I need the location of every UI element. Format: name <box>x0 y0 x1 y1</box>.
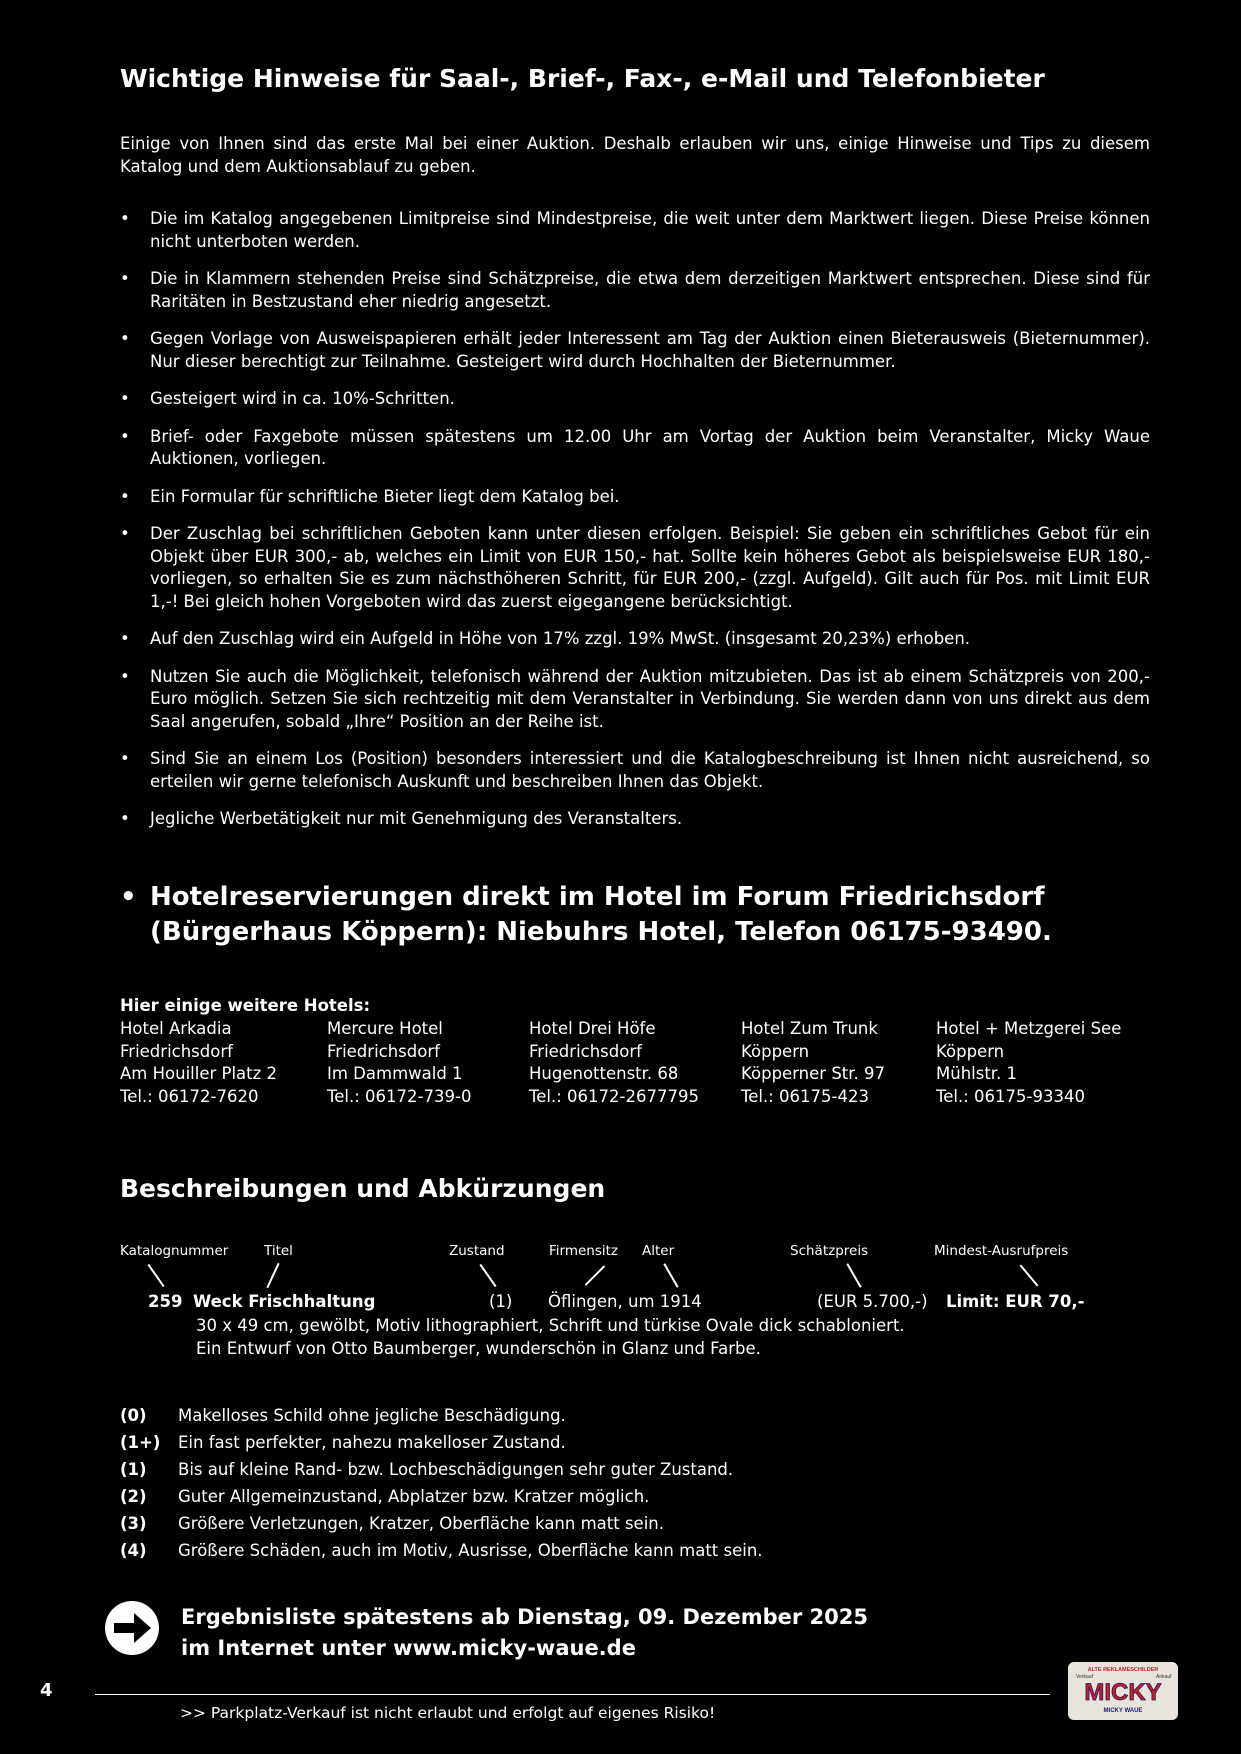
list-item: • Gegen Vorlage von Ausweispapieren erhält jeder Interessent am Tag der Auktion einen Bieterausweis (Bieternummer). Nur dieser berechtigt zur Teilnahme. Gesteigert wird durch Hochhalten der Bieternummer. <box>120 328 1150 373</box>
label-zustand: Zustand <box>449 1243 505 1259</box>
hotel-name: Mercure Hotel <box>327 1019 443 1038</box>
results-notice <box>181 1602 868 1664</box>
abbreviations-heading: Beschreibungen und Abkürzungen <box>120 1174 606 1203</box>
hotel-city: Köppern <box>741 1041 810 1061</box>
hotel-phone: Tel.: 06172-2677795 <box>529 1086 699 1106</box>
svg-text:MICKY WAUE: MICKY WAUE <box>1103 1708 1143 1714</box>
results-line2: im Internet unter www.micky-waue.de <box>181 1636 636 1660</box>
pointer-line <box>846 1263 861 1287</box>
pointer-line <box>663 1263 678 1287</box>
hotel-address: Am Houiller Platz 2 <box>120 1064 278 1083</box>
condition-text: Bis auf kleine Rand- bzw. Lochbeschädigungen sehr guter Zustand. <box>178 1460 734 1479</box>
pointer-line <box>585 1265 606 1286</box>
hotel-name: Hotel + Metzgerei See <box>936 1019 1122 1038</box>
svg-text:MICKY: MICKY <box>1084 1679 1162 1706</box>
list-item: • Die in Klammern stehenden Preise sind Schätzpreise, die etwa dem derzeitigen Marktwert entsprechen. Diese sind für Raritäten in Bestzustand eher niedrig angesetzt. <box>120 268 1150 313</box>
label-alter: Alter <box>642 1243 675 1259</box>
list-item: • Brief- oder Faxgebote müssen spätestens um 12.00 Uhr am Vortag der Auktion beim Veranstalter, Micky Waue Auktionen, vorliegen. <box>120 426 1150 471</box>
list-item: • Auf den Zuschlag wird ein Aufgeld in Höhe von 17% zzgl. 19% MwSt. (insgesamt 20,23%) erhoben. <box>120 628 1150 651</box>
list-item: • Sind Sie an einem Los (Position) besonders interessiert und die Katalogbeschreibung ist Ihnen nicht ausreichend, so erteilen wir gerne telefonisch Auskunft und beschreiben Ihnen das Objekt. <box>120 748 1150 793</box>
example-estimate: (EUR 5.700,-) <box>817 1292 928 1311</box>
hotel-phone: Tel.: 06172-7620 <box>120 1086 259 1106</box>
list-item: • Jegliche Werbetätigkeit nur mit Genehmigung des Veranstalters. <box>120 808 1150 831</box>
pointer-line <box>147 1264 164 1287</box>
hotel-entry <box>741 1018 885 1108</box>
page-number: 4 <box>40 1680 53 1701</box>
hotel-entry <box>327 1018 471 1108</box>
hotel-reservation-note <box>120 880 1052 950</box>
condition-code: (4) <box>120 1541 147 1560</box>
label-mindest-ausrufpreis: Mindest-Ausrufpreis <box>934 1243 1069 1259</box>
condition-text: Größere Schäden, auch im Motiv, Ausrisse, Oberfläche kann matt sein. <box>178 1541 763 1560</box>
list-item: • Nutzen Sie auch die Möglichkeit, telefonisch während der Auktion mitzubieten. Das ist ab einem Schätzpreis von 200,- Euro möglich. Setzen Sie sich rechtzeitig mit dem Veranstalter in Verbindung. Sie werden dann von uns direkt aus dem Saal angerufen, sobald „Ihre“ Position an der Reihe ist. <box>120 666 1150 734</box>
condition-row <box>120 1514 664 1533</box>
intro-text: Einige von Ihnen sind das erste Mal bei einer Auktion. Deshalb erlauben wir uns, einige Hinweise und Tips zu diesem Katalog und dem Auktionsablauf zu geben. <box>120 134 1150 176</box>
page-title: Wichtige Hinweise für Saal-, Brief-, Fax-, e-Mail und Telefonbieter <box>120 64 1045 93</box>
svg-text:Ankauf: Ankauf <box>1156 1674 1172 1680</box>
condition-code: (2) <box>120 1487 147 1506</box>
condition-text: Ein fast perfekter, nahezu makelloser Zustand. <box>178 1433 566 1452</box>
results-line1: Ergebnisliste spätestens ab Dienstag, 09. Dezember 2025 <box>181 1605 868 1629</box>
condition-code: (3) <box>120 1514 147 1533</box>
hotel-city: Friedrichsdorf <box>120 1041 233 1061</box>
example-number: 259 <box>148 1292 183 1311</box>
hotel-address: Mühlstr. 1 <box>936 1064 1018 1083</box>
condition-row <box>120 1541 763 1560</box>
label-firmensitz: Firmensitz <box>549 1243 619 1259</box>
example-condition: (1) <box>489 1292 513 1311</box>
hotel-entry <box>529 1018 699 1108</box>
hotel-phone: Tel.: 06175-93340 <box>936 1086 1085 1106</box>
condition-row <box>120 1460 733 1479</box>
example-place: Öflingen, um 1914 <box>548 1292 702 1311</box>
hotels-heading: Hier einige weitere Hotels: <box>120 996 371 1015</box>
hotel-city: Friedrichsdorf <box>327 1041 440 1061</box>
hotel-address: Köpperner Str. 97 <box>741 1064 886 1083</box>
hotel-phone: Tel.: 06172-739-0 <box>327 1086 472 1106</box>
condition-row <box>120 1487 649 1506</box>
parking-notice: >> Parkplatz-Verkauf ist nicht erlaubt und erfolgt auf eigenes Risiko! <box>180 1704 716 1722</box>
label-katalognummer: Katalognummer <box>120 1243 229 1259</box>
hotel-entry <box>936 1018 1121 1108</box>
notes-list <box>120 208 1150 846</box>
hotel-city: Köppern <box>936 1041 1005 1061</box>
list-item: • Gesteigert wird in ca. 10%-Schritten. <box>120 388 1150 411</box>
condition-text: Makelloses Schild ohne jegliche Beschädigung. <box>178 1406 566 1425</box>
label-schaetzpreis: Schätzpreis <box>790 1243 869 1259</box>
hotel-phone: Tel.: 06175-423 <box>741 1086 869 1106</box>
condition-code: (1+) <box>120 1433 161 1452</box>
svg-text:ALTE REKLAMESCHILDER: ALTE REKLAMESCHILDER <box>1087 1667 1159 1673</box>
pointer-line <box>266 1263 279 1288</box>
example-limit: Limit: EUR 70,- <box>946 1292 1085 1311</box>
svg-text:Verkauf: Verkauf <box>1076 1674 1093 1680</box>
condition-row <box>120 1406 566 1425</box>
hotel-entry <box>120 1018 277 1108</box>
micky-logo <box>1068 1662 1178 1720</box>
hotel-reservation-line2: (Bürgerhaus Köppern): Niebuhrs Hotel, Telefon 06175-93490. <box>150 917 1052 947</box>
condition-row <box>120 1433 566 1452</box>
list-item: • Der Zuschlag bei schriftlichen Geboten kann unter diesen erfolgen. Beispiel: Sie geben ein schriftliches Gebot für ein Objekt über EUR 300,- ab, welches ein Limit von EUR 150,- hat. Sollte kein höheres Gebot als beispielsweise EUR 180,- vorliegen, so erhalten Sie es zum nächsthöheren Schritt, für EUR 200,- (zzgl. Aufgeld). Gilt auch für Pos. mit Limit EUR 1,-! Bei gleich hohen Vorgeboten wird das zuerst eigegangene berücksichtigt. <box>120 523 1150 613</box>
pointer-line <box>1020 1265 1039 1287</box>
arrow-right-icon <box>104 1600 160 1656</box>
condition-code: (0) <box>120 1406 147 1425</box>
footer-divider <box>95 1694 1050 1695</box>
hotel-name: Hotel Zum Trunk <box>741 1019 878 1038</box>
example-description: 30 x 49 cm, gewölbt, Motiv lithographiert, Schrift und türkise Ovale dick schabloniert. Ein Entwurf von Otto Baumberger, wunderschön in Glanz und Farbe. <box>196 1316 905 1358</box>
hotel-name: Hotel Drei Höfe <box>529 1019 656 1038</box>
pointer-line <box>479 1264 496 1287</box>
condition-text: Größere Verletzungen, Kratzer, Oberfläche kann matt sein. <box>178 1514 664 1533</box>
label-titel: Titel <box>264 1243 293 1259</box>
hotel-reservation-line1: • Hotelreservierungen direkt im Hotel im Forum Friedrichsdorf <box>150 882 1045 912</box>
hotel-name: Hotel Arkadia <box>120 1019 232 1038</box>
hotel-address: Im Dammwald 1 <box>327 1064 463 1083</box>
example-title: Weck Frischhaltung <box>193 1292 376 1311</box>
hotel-address: Hugenottenstr. 68 <box>529 1064 679 1083</box>
list-item: • Ein Formular für schriftliche Bieter liegt dem Katalog bei. <box>120 486 1150 509</box>
list-item: • Die im Katalog angegebenen Limitpreise sind Mindestpreise, die weit unter dem Marktwert liegen. Diese Preise können nicht unterboten werden. <box>120 208 1150 253</box>
condition-code: (1) <box>120 1460 147 1479</box>
condition-text: Guter Allgemeinzustand, Abplatzer bzw. Kratzer möglich. <box>178 1487 650 1506</box>
hotel-city: Friedrichsdorf <box>529 1041 642 1061</box>
